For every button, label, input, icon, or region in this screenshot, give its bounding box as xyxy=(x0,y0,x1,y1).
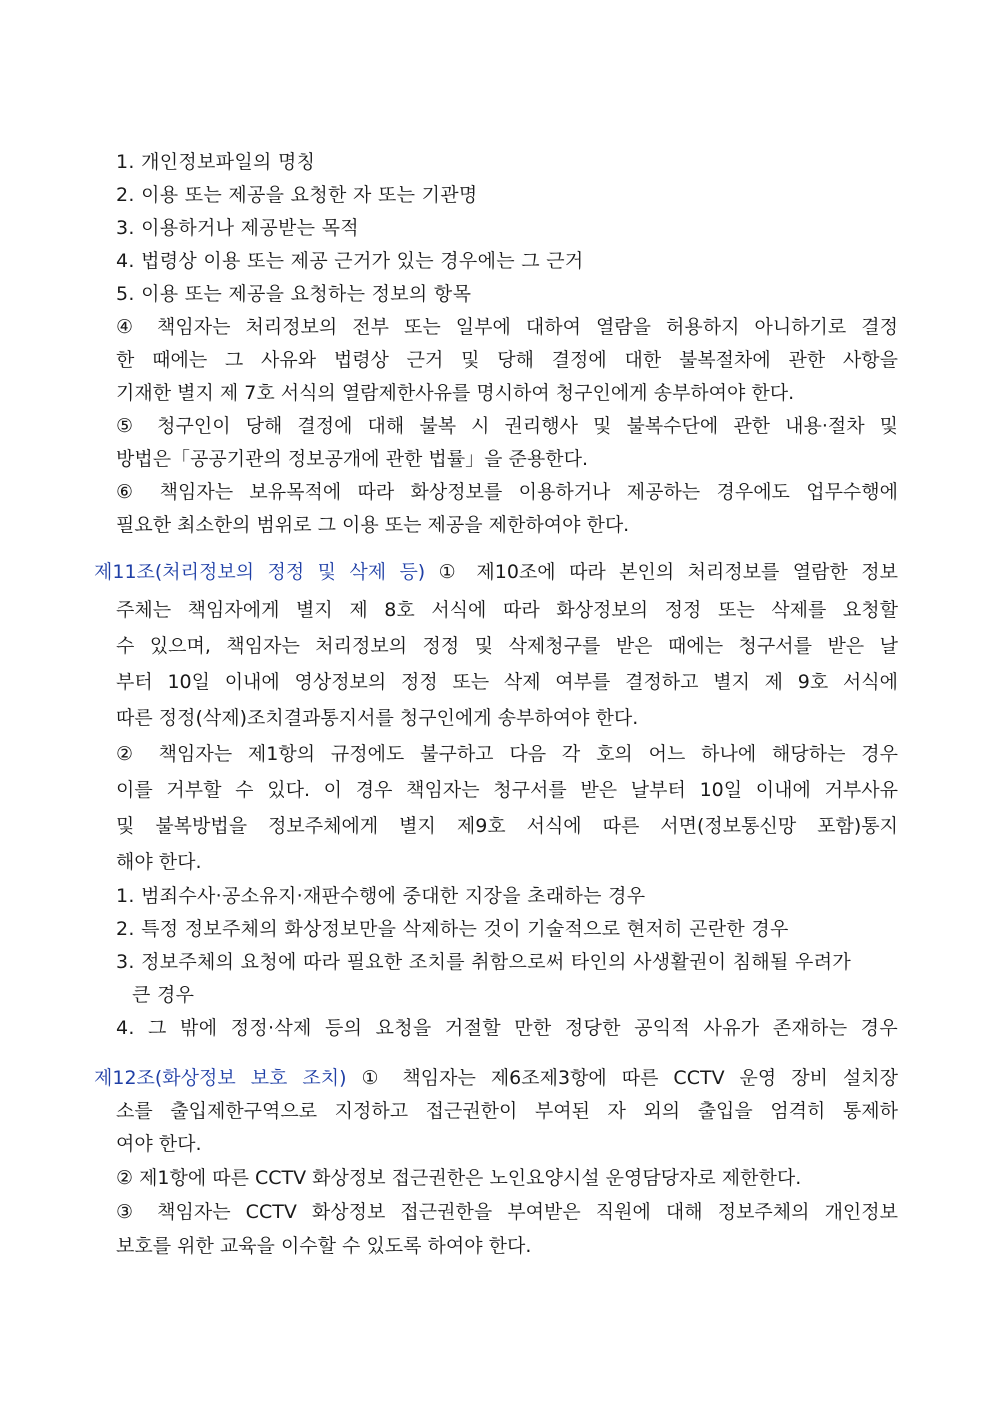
list-item: 4. 법령상 이용 또는 제공 근거가 있는 경우에는 그 근거 xyxy=(116,250,584,272)
paragraph-line: ② 책임자는 제1항의 규정에도 불구하고 다음 각 호의 어느 하나에 해당하는 경우 xyxy=(116,743,898,765)
paragraph-line: 이를 거부할 수 있다. 이 경우 책임자는 청구서를 받은 날부터 10일 이내에 거부사유 xyxy=(116,779,898,801)
list-item: 3. 정보주체의 요청에 따라 필요한 조치를 취함으로써 타인의 사생활권이 침해될 우려가 xyxy=(116,951,852,973)
paragraph-4 xyxy=(116,311,898,410)
paragraph-5 xyxy=(116,410,898,476)
article-heading: 제12조(화상정보 보호 조치) xyxy=(94,1067,347,1089)
list-item: 5. 이용 또는 제공을 요청하는 정보의 항목 xyxy=(116,283,472,305)
article-lead-text: ① 책임자는 제6조제3항에 따른 CCTV 운영 장비 설치장 xyxy=(346,1067,898,1089)
paragraph-line: 여야 한다. xyxy=(116,1133,202,1155)
list-item: 1. 개인정보파일의 명칭 xyxy=(116,151,316,173)
article-11 xyxy=(94,556,898,589)
paragraph-line: 보호를 위한 교육을 이수할 수 있도록 하여야 한다. xyxy=(116,1235,532,1257)
paragraph-line: ⑤ 청구인이 당해 결정에 대해 불복 시 권리행사 및 불복수단에 관한 내용·절차 및 xyxy=(116,415,898,437)
request-items-list xyxy=(116,146,898,311)
paragraph-line: 소를 출입제한구역으로 지정하고 접근권한이 부여된 자 외의 출입을 엄격히 통제하 xyxy=(116,1100,898,1122)
article-heading: 제11조(처리정보의 정정 및 삭제 등) xyxy=(94,561,426,583)
paragraph-line: 해야 한다. xyxy=(116,851,202,873)
paragraph-line: ⑥ 책임자는 보유목적에 따라 화상정보를 이용하거나 제공하는 경우에도 업무수행에 xyxy=(116,481,898,503)
paragraph-line: 필요한 최소한의 범위로 그 이용 또는 제공을 제한하여야 한다. xyxy=(116,514,630,536)
list-item: 4. 그 밖에 정정·삭제 등의 요청을 거절할 만한 정당한 공익적 사유가 존재하는 경우 xyxy=(116,1017,898,1039)
list-item: 큰 경우 xyxy=(132,984,195,1006)
paragraph-line: 따른 정정(삭제)조치결과통지서를 청구인에게 송부하여야 한다. xyxy=(116,707,639,729)
article-12 xyxy=(94,1062,898,1095)
paragraph-line: 수 있으며, 책임자는 처리정보의 정정 및 삭제청구를 받은 때에는 청구서를 받은 날 xyxy=(116,635,898,657)
paragraph-6 xyxy=(116,476,898,542)
list-item: 1. 범죄수사·공소유지·재판수행에 중대한 지장을 초래하는 경우 xyxy=(116,885,646,907)
paragraph-line: 및 불복방법을 정보주체에게 별지 제9호 서식에 따른 서면(정보통신망 포함)통지 xyxy=(116,815,898,837)
list-item: 3. 이용하거나 제공받는 목적 xyxy=(116,217,359,239)
paragraph-line: 주체는 책임자에게 별지 제 8호 서식에 따라 화상정보의 정정 또는 삭제를 요청할 xyxy=(116,599,898,621)
article-first-line xyxy=(94,1062,898,1095)
refusal-reasons-list xyxy=(116,880,898,1045)
paragraph-line: 방법은「공공기관의 정보공개에 관한 법률」을 준용한다. xyxy=(116,448,588,470)
paragraph-line: ③ 책임자는 CCTV 화상정보 접근권한을 부여받은 직원에 대해 정보주체의 개인정보 xyxy=(116,1201,898,1223)
paragraph-line: 기재한 별지 제 7호 서식의 열람제한사유를 명시하여 청구인에게 송부하여야 한다. xyxy=(116,382,795,404)
list-item: 2. 특정 정보주체의 화상정보만을 삭제하는 것이 기술적으로 현저히 곤란한 경우 xyxy=(116,918,789,940)
paragraph-line: ② 제1항에 따른 CCTV 화상정보 접근권한은 노인요양시설 운영담당자로 제한한다. xyxy=(116,1167,802,1189)
article-first-line xyxy=(94,556,898,589)
article-11-body xyxy=(116,592,898,880)
paragraph-line: ④ 책임자는 처리정보의 전부 또는 일부에 대하여 열람을 허용하지 아니하기로 결정 xyxy=(116,316,898,338)
article-lead-text: ① 제10조에 따라 본인의 처리정보를 열람한 정보 xyxy=(425,561,898,583)
paragraph-line: 부터 10일 이내에 영상정보의 정정 또는 삭제 여부를 결정하고 별지 제 9호 서식에 xyxy=(116,671,898,693)
paragraph-line: 한 때에는 그 사유와 법령상 근거 및 당해 결정에 대한 불복절차에 관한 사항을 xyxy=(116,349,898,371)
article-12-body xyxy=(116,1095,898,1263)
list-item: 2. 이용 또는 제공을 요청한 자 또는 기관명 xyxy=(116,184,478,206)
